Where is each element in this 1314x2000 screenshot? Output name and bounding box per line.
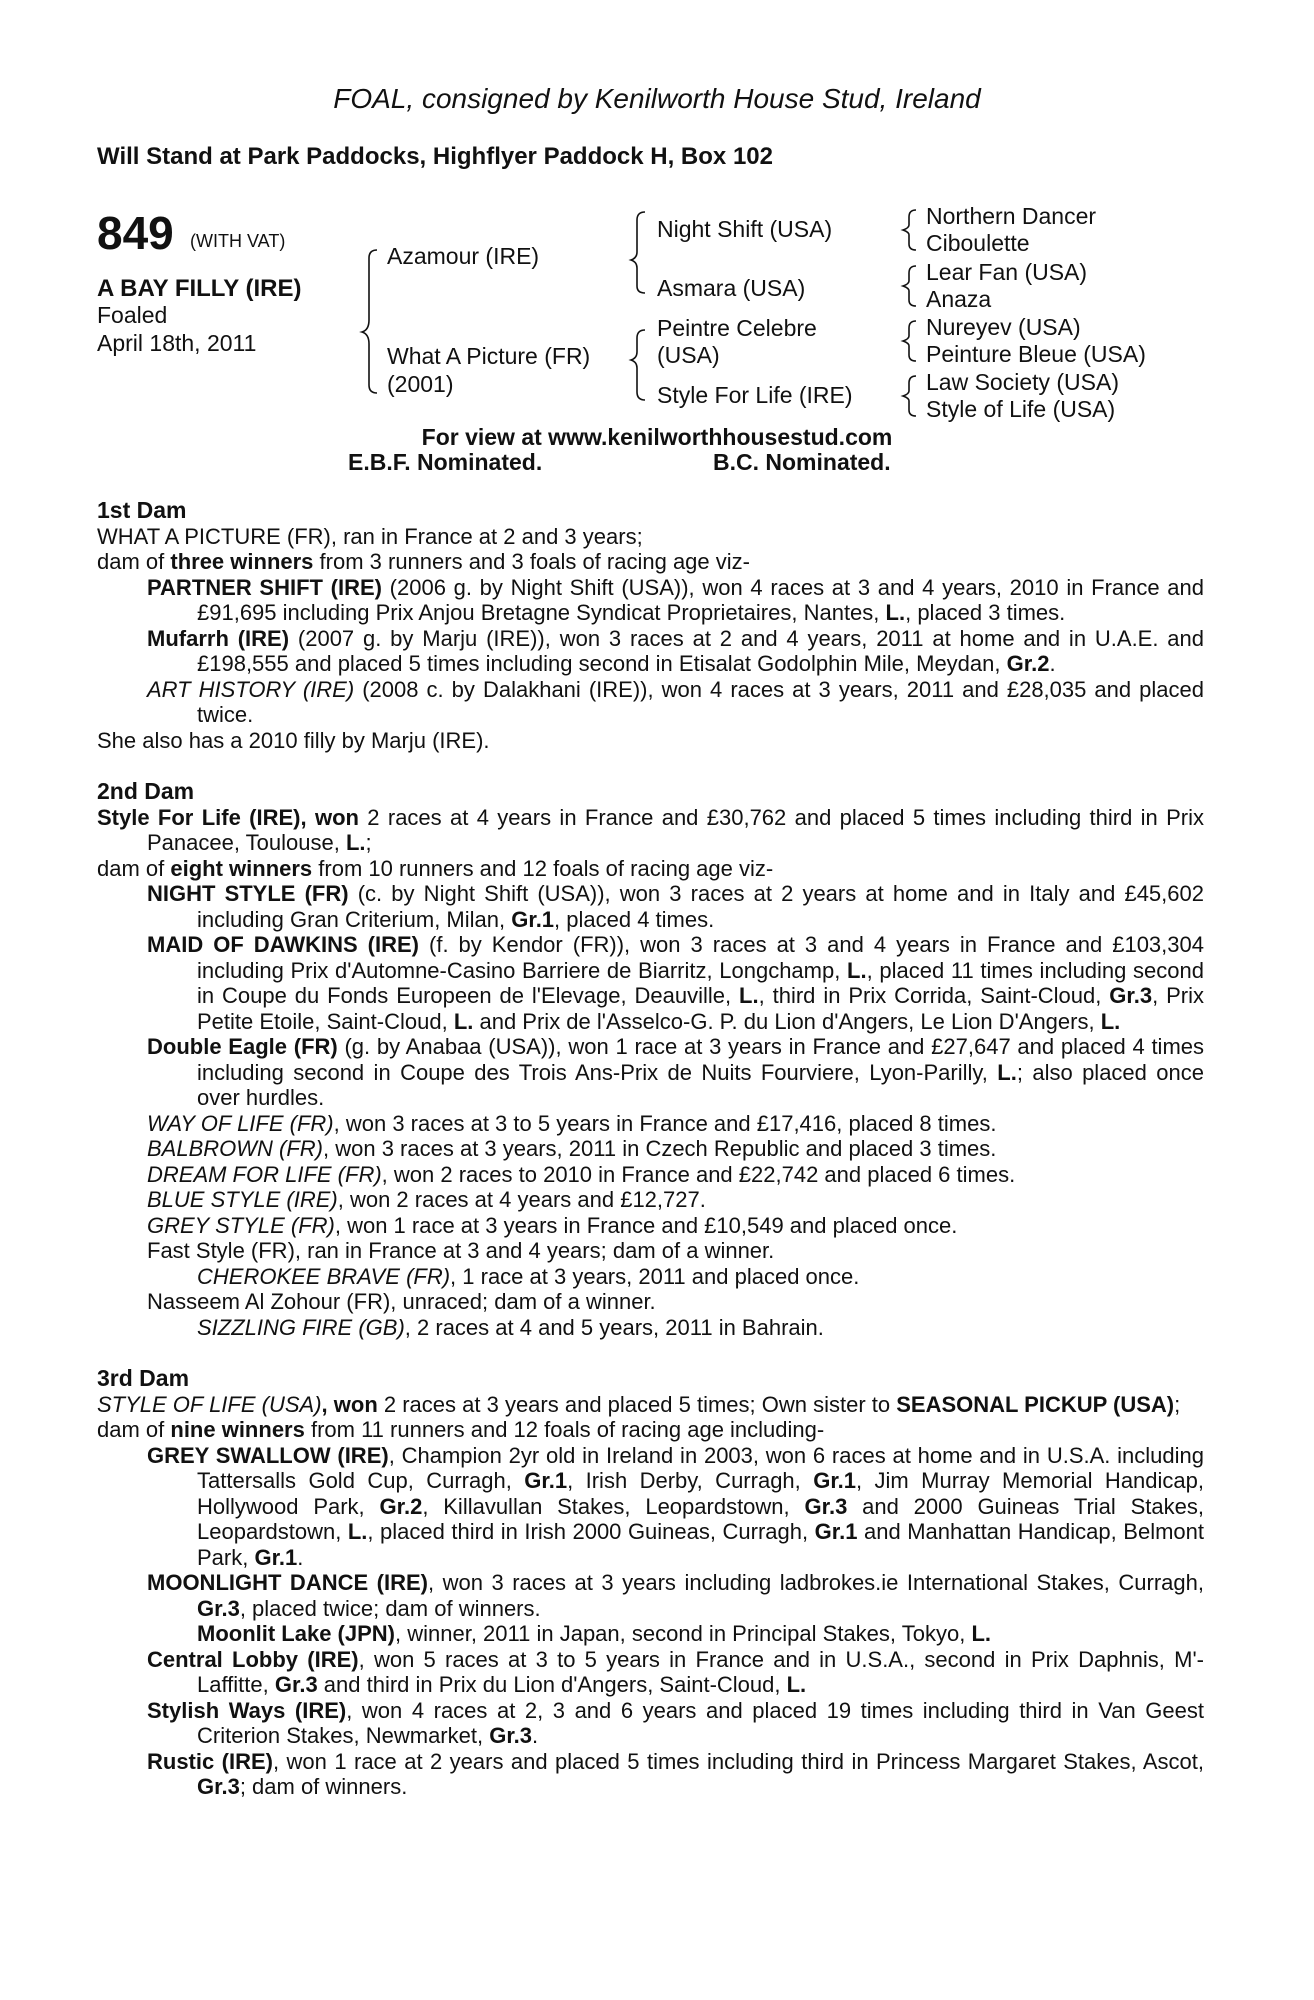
dam-sire-line2: (USA) [657, 342, 720, 368]
brace-dam [631, 330, 645, 400]
produce-way-of-life: WAY OF LIFE (FR), won 3 races at 3 to 5 years in France and £17,416, placed 8 times. [147, 1110, 997, 1136]
brace-g3 [903, 321, 916, 361]
second-dam-heading: 2nd Dam [97, 778, 195, 804]
foaled-label: Foaled [97, 302, 168, 328]
first-dam-produce: dam of three winners from 3 runners and 3 foals of racing age viz- [97, 549, 750, 574]
dam-line1: What A Picture (FR) [387, 343, 591, 369]
produce-partner-shift: PARTNER SHIFT (IRE) (2006 g. by Night Shift (USA)), won 4 races at 3 and 4 years, 2010 in France and £91,695 including Prix Anjou Bretagne Syndicat Proprietaires, Nantes, L., placed 3 times. [147, 574, 1204, 625]
produce-maid-of-dawkins: MAID OF DAWKINS (IRE) (f. by Kendor (FR)), won 3 races at 3 and 4 years in France and £103,304 including Prix d'Automne-Casino Barriere de Biarritz, Longchamp, L., placed 11 times including second in Coupe du Fonds Europeen de l'Elevage, Deauville, L., third in Prix Corrida, Saint-Cloud, Gr.3, Prix Petite Etoile, Saint-Cloud, L. and Prix de l'Asselco-G. P. du Lion d'Angers, Le Lion D'Angers, L. [147, 932, 1205, 1034]
dam-sire-line1: Peintre Celebre [657, 315, 817, 341]
dam-line2: (2001) [387, 371, 454, 397]
first-dam-note: She also has a 2010 filly by Marju (IRE). [97, 727, 490, 753]
produce-fast-style: Fast Style (FR), ran in France at 3 and 4 years; dam of a winner. [147, 1238, 775, 1263]
foaled-date: April 18th, 2011 [97, 330, 257, 356]
produce-balbrown: BALBROWN (FR), won 3 races at 3 years, 2011 in Czech Republic and placed 3 times. [147, 1136, 997, 1161]
second-dam-section [97, 779, 1204, 1340]
produce-moonlight-dance: MOONLIGHT DANCE (IRE), won 3 races at 3 years including ladbrokes.ie International Stakes, Curragh, Gr.3, placed twice; dam of winners. [147, 1570, 1204, 1621]
brace-g2 [903, 266, 916, 306]
produce-night-style: NIGHT STYLE (FR) (c. by Night Shift (USA)), won 3 races at 2 years at home and in Italy and £45,602 including Gran Criterium, Milan, Gr.1, placed 4 times. [147, 881, 1204, 932]
horse-name: A BAY FILLY (IRE) [97, 275, 302, 302]
produce-mufarrh: Mufarrh (IRE) (2007 g. by Marju (IRE)), won 3 races at 2 and 4 years, 2011 at home and in U.A.E. and £198,555 and placed 5 times including second in Etisalat Godolphin Mile, Meydan, Gr.2. [147, 625, 1205, 676]
lot-number: 849 [97, 207, 174, 259]
ss-sire: Northern Dancer [926, 203, 1097, 229]
produce-double-eagle: Double Eagle (FR) (g. by Anabaa (USA)), won 1 race at 3 years in France and £27,647 and placed 4 times including second in Coupe des Trois Ans-Prix de Nuits Fourviere, Lyon-Parilly, L.; also placed once over hurdles. [147, 1034, 1205, 1110]
dam-dam: Style For Life (IRE) [657, 382, 853, 408]
ebf-nominated: E.B.F. Nominated. [348, 449, 543, 475]
ds-sire: Nureyev (USA) [926, 314, 1081, 340]
produce-rustic: Rustic (IRE), won 1 race at 2 years and placed 5 times including third in Princess Margaret Stakes, Ascot, Gr.3; dam of winners. [147, 1748, 1204, 1799]
produce-sizzling-fire: SIZZLING FIRE (GB), 2 races at 4 and 5 years, 2011 in Bahrain. [197, 1314, 824, 1340]
view-website: For view at www.kenilworthhousestud.com [421, 424, 893, 450]
brace-main [362, 250, 377, 393]
first-dam-summary: WHAT A PICTURE (FR), ran in France at 2 and 3 years; [97, 523, 643, 549]
third-dam-heading: 3rd Dam [97, 1365, 190, 1391]
produce-moonlit-lake: Moonlit Lake (JPN), winner, 2011 in Japan, second in Principal Stakes, Tokyo, L. [197, 1621, 991, 1646]
produce-blue-style: BLUE STYLE (IRE), won 2 races at 4 years and £12,727. [147, 1187, 706, 1212]
third-dam-section [97, 1366, 1204, 1800]
produce-grey-swallow: GREY SWALLOW (IRE), Champion 2yr old in Ireland in 2003, won 6 races at home and in U.S.A. including Tattersalls Gold Cup, Curragh, Gr.1, Irish Derby, Curragh, Gr.1, Jim Murray Memorial Handicap, Hollywood Park, Gr.2, Killavullan Stakes, Leopardstown, Gr.3 and 2000 Guineas Trial Stakes, Leopardstown, L., placed third in Irish 2000 Guineas, Curragh, Gr.1 and Manhattan Handicap, Belmont Park, Gr.1. [147, 1442, 1205, 1570]
produce-stylish-ways: Stylish Ways (IRE), won 4 races at 2, 3 and 6 years and placed 19 times including third in Van Geest Criterion Stakes, Newmarket, Gr.3. [147, 1697, 1204, 1748]
dd-dam: Style of Life (USA) [926, 396, 1116, 422]
produce-record [97, 498, 1204, 1800]
produce-nasseem-al-zohour: Nasseem Al Zohour (FR), unraced; dam of a winner. [147, 1289, 656, 1314]
second-dam-summary: Style For Life (IRE), won 2 races at 4 years in France and £30,762 and placed 5 times including third in Prix Panacee, Toulouse, L.; [97, 804, 1205, 855]
sd-sire: Lear Fan (USA) [926, 259, 1088, 285]
consignment-title: FOAL, consigned by Kenilworth House Stud, Ireland [333, 83, 981, 114]
sire-sire: Night Shift (USA) [657, 216, 833, 242]
first-dam-section [97, 498, 1204, 753]
second-dam-produce: dam of eight winners from 10 runners and 12 foals of racing age viz- [97, 855, 774, 881]
sire-dam: Asmara (USA) [657, 275, 806, 301]
ss-dam: Ciboulette [926, 230, 1030, 256]
third-dam-summary: STYLE OF LIFE (USA), won 2 races at 3 years and placed 5 times; Own sister to SEASONAL PICKUP (USA); [97, 1391, 1181, 1417]
produce-cherokee-brave: CHEROKEE BRAVE (FR), 1 race at 3 years, 2011 and placed once. [197, 1263, 860, 1289]
brace-sire [631, 212, 645, 293]
sire: Azamour (IRE) [387, 243, 540, 269]
produce-dream-for-life: DREAM FOR LIFE (FR), won 2 races to 2010 in France and £22,742 and placed 6 times. [147, 1161, 1016, 1187]
dd-sire: Law Society (USA) [926, 369, 1120, 395]
produce-central-lobby: Central Lobby (IRE), won 5 races at 3 to 5 years in France and in U.S.A., second in Prix Daphnis, M'-Laffitte, Gr.3 and third in Prix du Lion d'Angers, Saint-Cloud, L. [147, 1646, 1205, 1697]
ds-dam: Peinture Bleue (USA) [926, 341, 1146, 367]
stand-location: Will Stand at Park Paddocks, Highflyer Paddock H, Box 102 [97, 143, 773, 170]
brace-g1 [903, 210, 916, 250]
sd-dam: Anaza [926, 286, 992, 312]
brace-g4 [903, 376, 916, 416]
third-dam-produce: dam of nine winners from 11 runners and 12 foals of racing age including- [97, 1417, 825, 1442]
bc-nominated: B.C. Nominated. [713, 449, 891, 475]
vat-label: (WITH VAT) [190, 231, 286, 251]
produce-grey-style: GREY STYLE (FR), won 1 race at 3 years in France and £10,549 and placed once. [147, 1212, 958, 1238]
produce-art-history: ART HISTORY (IRE) (2008 c. by Dalakhani (IRE)), won 4 races at 3 years, 2011 and £28,035 and placed twice. [147, 676, 1204, 727]
first-dam-heading: 1st Dam [97, 497, 187, 523]
